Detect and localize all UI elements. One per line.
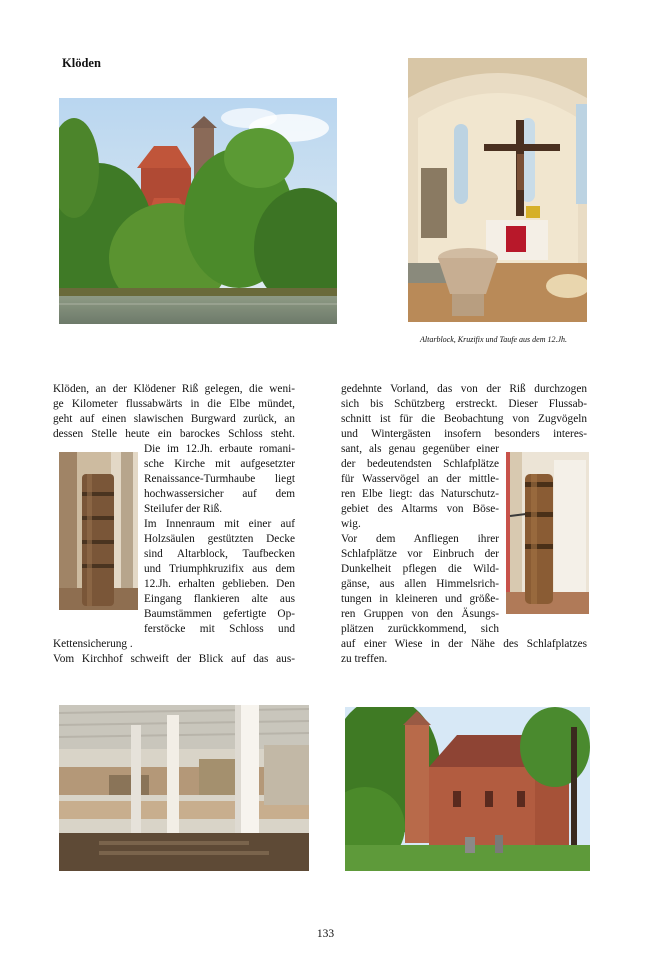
text-line: sant, als genau gegenüber einer (341, 443, 499, 455)
text-line: hochwassersicher auf dem (144, 488, 295, 500)
text-line: ren Elbe liegt: das Naturschutz- (341, 488, 499, 500)
figure-caption: Altarblock, Kruzifix und Taufe aus dem 12.Jh. (420, 335, 568, 344)
text-line: Eingang flankieren alte aus (144, 593, 295, 605)
text-line: 12.Jh. erhalten geblieben. Den (144, 578, 295, 590)
text-line: tungen in kleineren und größe- (341, 593, 499, 605)
photo-church-exterior (345, 707, 590, 871)
text-line: Klöden, an der Klödener Riß gelegen, die weni- (53, 383, 295, 395)
text-line: Schlafplätze vor Einbruch der (341, 548, 499, 560)
page-title: Klöden (62, 56, 101, 70)
text-line: und Wintergästen insofern besonders interes- (341, 428, 587, 440)
text-line: Vom Kirchhof schweift der Blick auf das aus- (53, 653, 295, 665)
photo-offering-trunk-right (506, 452, 589, 614)
text-line: sich bis Schützberg erstreckt. Dieser Flussab- (341, 398, 587, 410)
text-line: Steilufer der Riß. (144, 503, 223, 515)
text-line: dessen Stelle heute ein barockes Schloss steht. (53, 428, 295, 440)
text-line: ferstöcke mit Schloss und (144, 623, 295, 635)
text-line: Kettensicherung . (53, 638, 133, 650)
text-line: ge Kilometer flussabwärts in die Elbe mündet, (53, 398, 295, 410)
text-line: der bedeutendsten Schlafplätze (341, 458, 499, 470)
photo-village-river (59, 98, 337, 324)
text-line: sind Altarblock, Taufbecken (144, 548, 295, 560)
photo-church-gallery (59, 705, 309, 871)
text-line: plätzen zurückkommend, sich (341, 623, 499, 635)
text-line: Holzsäulen gestützten Decke (144, 533, 295, 545)
text-line: auf einer Wiese in der Nähe des Schlafplatzes (341, 638, 587, 650)
photo-offering-trunk-left (59, 452, 138, 610)
text-line: wig. (341, 518, 361, 530)
text-line: Im Innenraum mit einer auf (144, 518, 295, 530)
text-line: für Wasservögel an der mittle- (341, 473, 499, 485)
text-line: Baumstämmen gefertigte Op- (144, 608, 295, 620)
text-line: geht auf einen slawischen Burgward zurück, an (53, 413, 295, 425)
text-line: schnitt ist für die Beobachtung von Zugvögeln (341, 413, 587, 425)
photo-altar-interior (408, 58, 587, 322)
text-line: sche Kirche mit aufgesetzter (144, 458, 295, 470)
text-line: Vor dem Anfliegen ihrer (341, 533, 499, 545)
page-number: 133 (316, 928, 335, 940)
text-line: gänse, aus allen Himmelsrich- (341, 578, 499, 590)
text-line: zu treffen. (341, 653, 388, 665)
text-line: und Triumphkruzifix aus dem (144, 563, 295, 575)
text-line: ren Gruppen von den Äsungs- (341, 608, 499, 620)
text-line: Dunkelheit pflegen die Wild- (341, 563, 499, 575)
text-line: Die im 12.Jh. erbaute romani- (144, 443, 295, 455)
text-line: gebiet des Altarms von Böse- (341, 503, 499, 515)
text-line: gedehnte Vorland, das von der Riß durchzogen (341, 383, 587, 395)
text-line: Renaissance-Turmhaube liegt (144, 473, 295, 485)
